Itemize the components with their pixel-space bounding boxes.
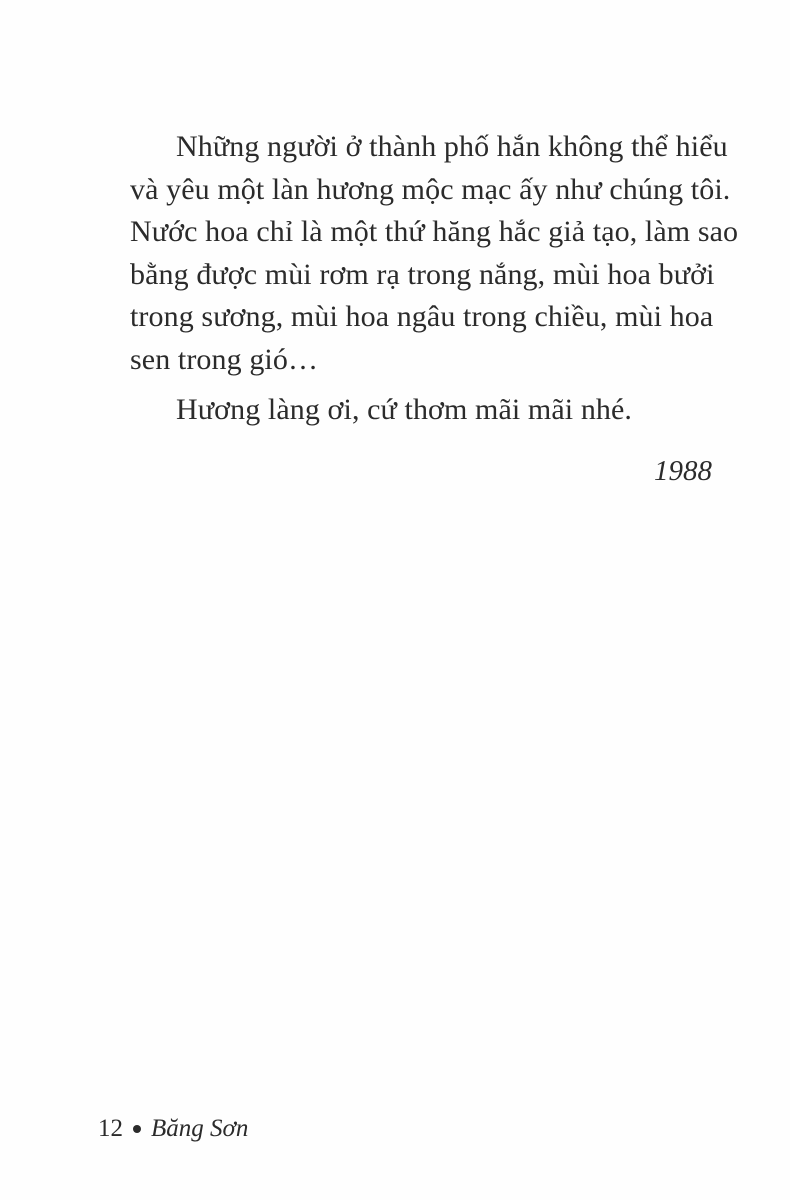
- paragraph-2: Hương làng ơi, cứ thơm mãi mãi nhé.: [176, 393, 633, 426]
- date-stamp: 1988: [654, 455, 712, 487]
- author-name: Băng Sơn: [151, 1115, 249, 1142]
- bullet-separator: [133, 1125, 141, 1133]
- paragraph-line: bằng được mùi rơm rạ trong nắng, mùi hoa bưởi: [130, 257, 715, 291]
- paragraph-line: sen trong gió…: [130, 342, 319, 376]
- paragraph-line: trong sương, mùi hoa ngâu trong chiều, mùi hoa: [130, 300, 714, 333]
- paragraph-line: và yêu một làn hương mộc mạc ấy như chúng tôi.: [130, 172, 731, 206]
- body-text: [130, 126, 739, 432]
- page-number: 12: [98, 1115, 123, 1142]
- paragraph-1: [130, 126, 739, 381]
- page-footer: [98, 1115, 248, 1143]
- paragraph-line: Nước hoa chỉ là một thứ hăng hắc giả tạo, làm sao: [130, 215, 739, 248]
- paragraph-line: Những người ở thành phố hắn không thể hiểu: [176, 130, 728, 163]
